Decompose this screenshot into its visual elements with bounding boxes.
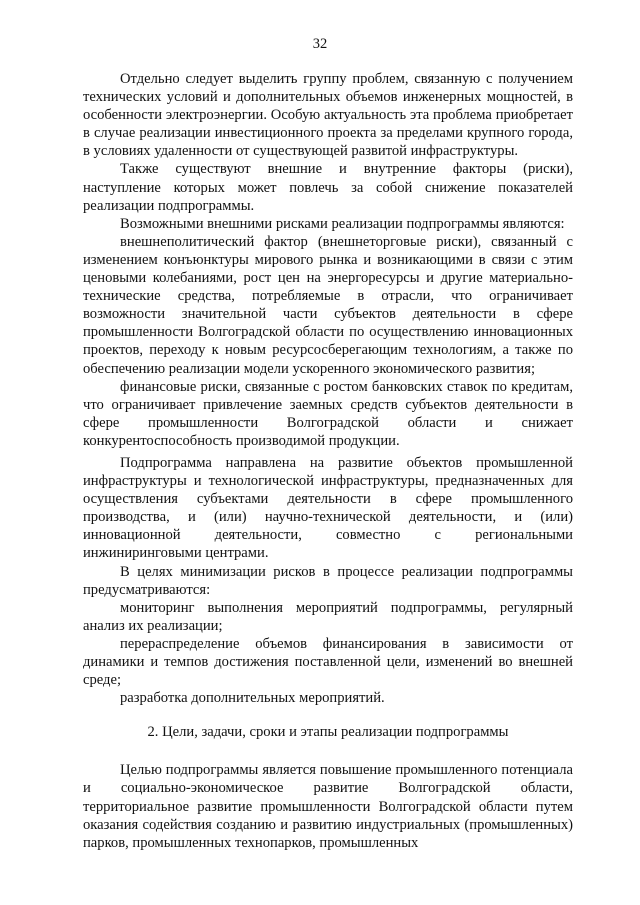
- paragraph-additional-measures: разработка дополнительных мероприятий.: [120, 690, 385, 707]
- paragraph-infrastructure-problems: Отдельно следует выделить группу проблем, связанную с получением технических условий и дополнительных объемов инженерных мощностей, в особенности электроэнергии. Особую актуальность эта проблема приобретает в случае реализации инвестиционного проекта за пределами крупного города, в условиях удаленности от существующей развитой инфраструктуры.: [83, 71, 573, 160]
- paragraph-redistribution: перераспределение объемов финансирования в зависимости от динамики и темпов достижения поставленной цели, изменений во внешней среде;: [83, 635, 573, 689]
- page-number: 32: [312, 36, 328, 52]
- paragraph-monitoring: мониторинг выполнения мероприятий подпрограммы, регулярный анализ их реализации;: [83, 599, 573, 634]
- paragraph-subprogram-direction: Подпрограмма направлена на развитие объектов промышленной инфраструктуры и технологической инфраструктуры, предназначенных для осуществления субъектами деятельности в сфере промышленного производства, и (или) научно-технической деятельности, и (или) инновационной деятельности, совместно с региональными инжиниринговыми центрами.: [83, 454, 573, 562]
- paragraph-external-risks-intro: Возможными внешними рисками реализации подпрограммы являются:: [120, 215, 565, 232]
- paragraph-risk-minimization-intro: В целях минимизации рисков в процессе реализации подпрограммы предусматриваются:: [83, 563, 573, 598]
- paragraph-goal: Целью подпрограммы является повышение промышленного потенциала и социально-экономическое развитие Волгоградской области, территориальное развитие промышленности Волгоградской области путем оказания содействия созданию и развитию индустриальных (промышленных) парков, промышленных технопарков, промышленных: [83, 762, 573, 851]
- paragraph-foreign-policy-risk: внешнеполитический фактор (внешнеторговые риски), связанный с изменением конъюнктуры мирового рынка и возникающими в связи с этим ценовыми колебаниями, рост цен на энергоресурсы и другие материально-технические средства, потребляемые в отрасли, что ограничивает возможности значительной части субъектов деятельности в сфере промышленности Волгоградской области по осуществлению инновационных проектов, переходу к новым ресурсосберегающим технологиям, а также по обеспечению реализации модели ускоренного экономического развития;: [83, 233, 573, 377]
- paragraph-risk-factors: Также существуют внешние и внутренние факторы (риски), наступление которых может повлечь за собой снижение показателей реализации подпрограммы.: [83, 161, 573, 214]
- document-body: [83, 70, 573, 852]
- paragraph-financial-risk: финансовые риски, связанные с ростом банковских ставок по кредитам, что ограничивает привлечение заемных средств субъектов деятельности в сфере промышленности Волгоградской области и снижает конкурентоспособность производимой продукции.: [83, 378, 573, 449]
- section-heading: 2. Цели, задачи, сроки и этапы реализации подпрограммы: [147, 724, 509, 741]
